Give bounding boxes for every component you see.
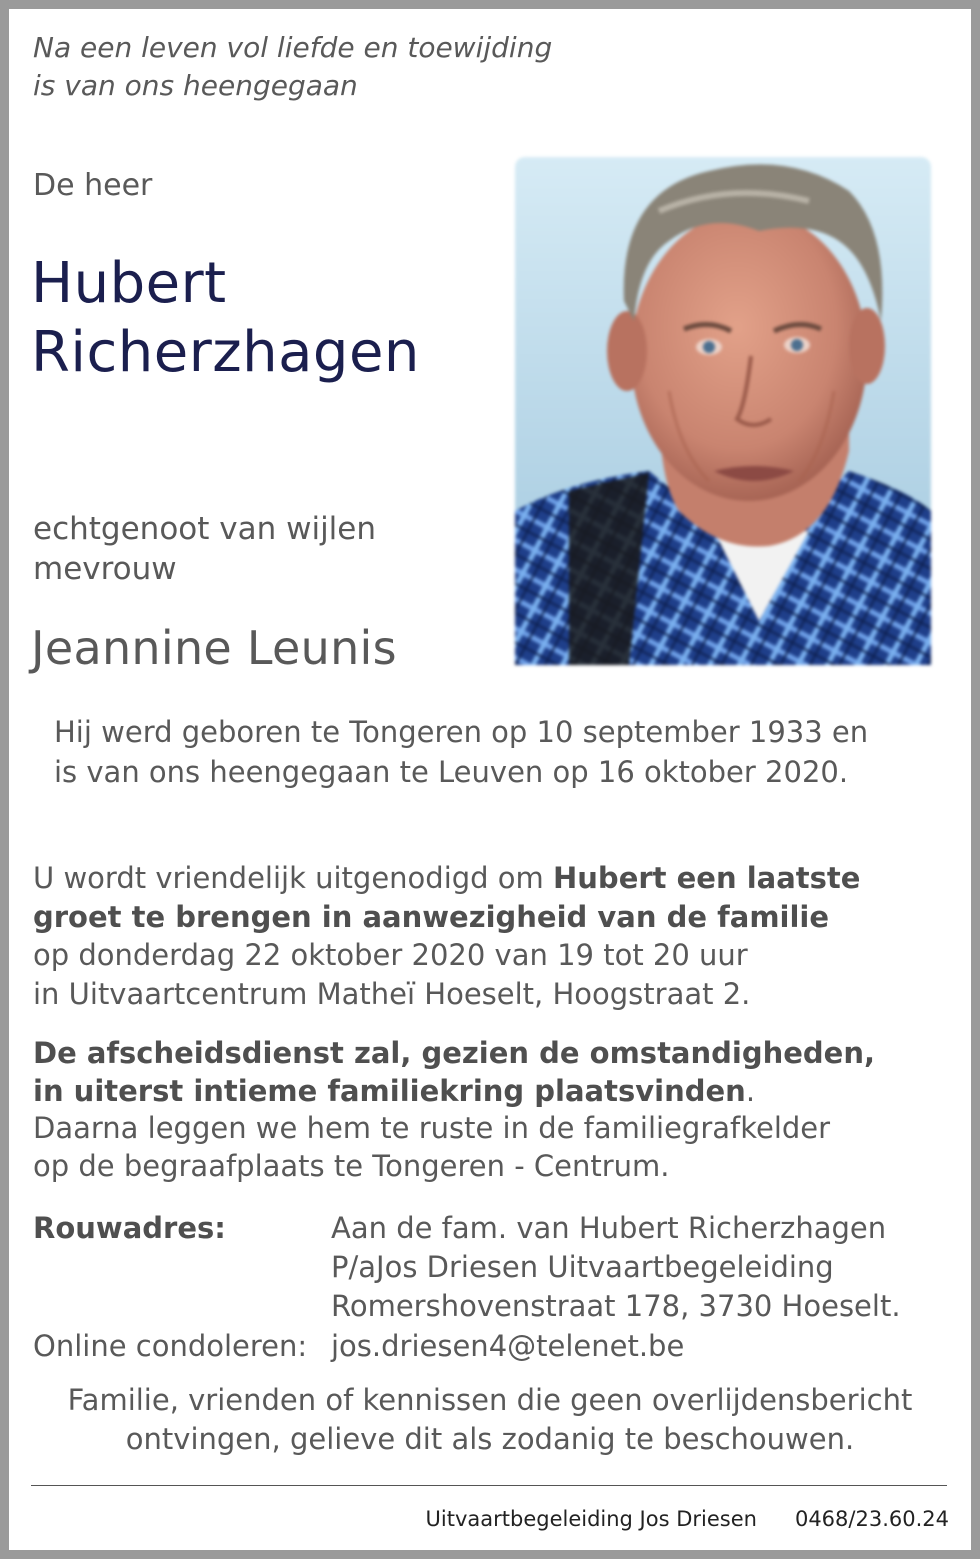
intro-text bbox=[33, 29, 552, 105]
spouse-name: Jeannine Leunis bbox=[31, 621, 397, 675]
spouse-relation bbox=[33, 509, 376, 589]
service-line-2 bbox=[33, 1073, 875, 1111]
condolences-label: Online condoleren: bbox=[33, 1329, 308, 1363]
invitation-line-4: in Uitvaartcentrum Matheï Hoeselt, Hoogstraat 2. bbox=[33, 976, 751, 1011]
notice-line-2: ontvingen, gelieve dit als zodanig te beschouwen. bbox=[125, 1422, 855, 1456]
service-paragraph bbox=[33, 1035, 875, 1185]
portrait-photo bbox=[509, 151, 937, 671]
service-line-3: Daarna leggen we hem te ruste in de familiegrafkelder bbox=[33, 1111, 831, 1145]
spouse-relation-line-1: echtgenoot van wijlen bbox=[33, 511, 377, 547]
notice-paragraph bbox=[9, 1381, 971, 1459]
birth-death-line-1: Hij werd geboren te Tongeren op 10 september 1933 en bbox=[54, 715, 869, 749]
service-line-1 bbox=[33, 1035, 875, 1073]
address-label bbox=[33, 1209, 226, 1248]
invitation-line-1 bbox=[33, 859, 860, 898]
address-lines bbox=[331, 1209, 901, 1326]
invitation-line-2 bbox=[33, 898, 860, 937]
invitation-line-1-plain: U wordt vriendelijk uitgenodigd om bbox=[33, 861, 554, 895]
service-line-1-bold: De afscheidsdienst zal, gezien de omstandigheden, bbox=[33, 1036, 876, 1070]
service-line-4: op de begraafplaats te Tongeren - Centrum. bbox=[33, 1148, 670, 1183]
deceased-name bbox=[31, 249, 420, 387]
condolences-email[interactable]: jos.driesen4@telenet.be bbox=[331, 1329, 685, 1363]
invitation-paragraph bbox=[33, 859, 860, 1013]
spouse-relation-line-2: mevrouw bbox=[33, 551, 177, 587]
birth-death-line-2: is van ons heengegaan te Leuven op 16 oktober 2020. bbox=[54, 755, 849, 789]
footer bbox=[9, 1505, 949, 1533]
address-line-1: Aan de fam. van Hubert Richerzhagen bbox=[331, 1211, 887, 1245]
deceased-title: De heer bbox=[33, 168, 153, 203]
address-line-3: Romershovenstraat 178, 3730 Hoeselt. bbox=[331, 1289, 901, 1323]
deceased-last-name: Richerzhagen bbox=[31, 320, 420, 385]
deceased-first-name: Hubert bbox=[31, 251, 227, 316]
invitation-line-2-bold: groet te brengen in aanwezigheid van de familie bbox=[33, 899, 830, 934]
intro-line-2: is van ons heengegaan bbox=[33, 69, 358, 102]
intro-line-1: Na een leven vol liefde en toewijding bbox=[33, 31, 553, 64]
birth-death-text bbox=[54, 712, 868, 792]
service-line-2-tail: . bbox=[745, 1073, 756, 1108]
invitation-line-3: op donderdag 22 oktober 2020 van 19 tot 20 uur bbox=[33, 938, 748, 972]
notice-line-1: Familie, vrienden of kennissen die geen overlijdensbericht bbox=[67, 1383, 913, 1417]
footer-divider bbox=[31, 1485, 947, 1486]
address-line-2: P/aJos Driesen Uitvaartbegeleiding bbox=[331, 1250, 834, 1284]
footer-phone: 0468/23.60.24 bbox=[794, 1507, 949, 1531]
address-label-text: Rouwadres: bbox=[33, 1211, 226, 1245]
footer-company: Uitvaartbegeleiding Jos Driesen bbox=[425, 1507, 757, 1531]
invitation-line-1-bold: Hubert een laatste bbox=[553, 861, 861, 895]
service-line-2-bold: in uiterst intieme familiekring plaatsvinden bbox=[33, 1073, 746, 1108]
